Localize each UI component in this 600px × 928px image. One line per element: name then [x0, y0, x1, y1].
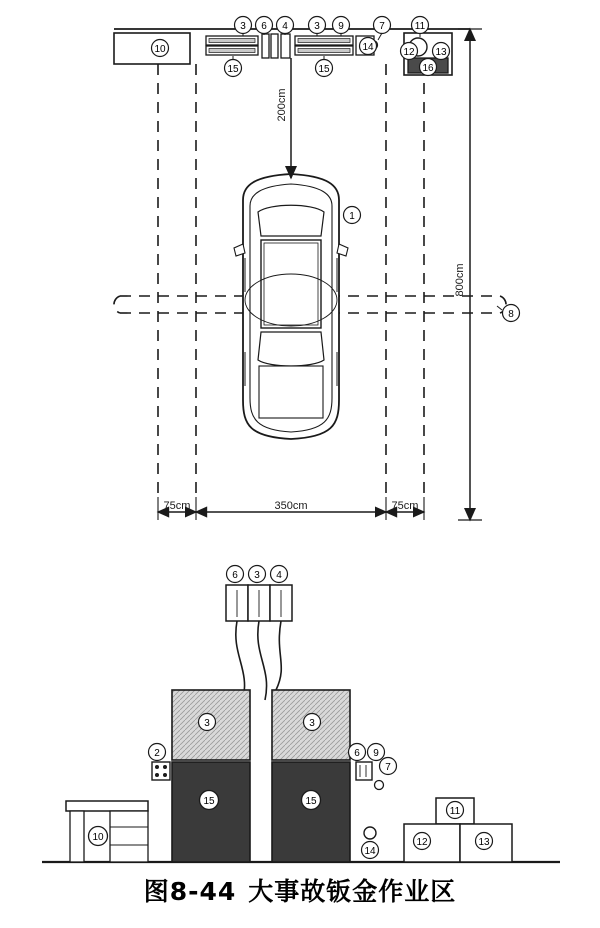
callout-7-label: 7 — [379, 21, 385, 32]
elev-callout-2 — [149, 744, 166, 761]
elev-callout-14-label: 14 — [364, 846, 376, 857]
plan-car-top-view — [234, 174, 348, 439]
dim-800cm-label: 800cm — [454, 263, 466, 297]
callout-6-label: 6 — [261, 21, 267, 32]
plan-dim-800cm — [454, 29, 482, 520]
figure-number: 图8-44 — [143, 877, 237, 906]
callout-16 — [420, 59, 437, 76]
callout-8-label: 8 — [508, 309, 514, 320]
elev-callout-15right-label: 15 — [305, 796, 317, 807]
callout-3a-label: 3 — [240, 21, 246, 32]
elevation-view-group — [42, 566, 560, 863]
callout-9-label: 9 — [338, 21, 344, 32]
plan-view-group — [114, 17, 520, 521]
callout-3b — [309, 17, 326, 37]
elev-callout-6 — [227, 566, 244, 583]
elev-callout-7 — [380, 758, 397, 775]
callout-13 — [433, 43, 450, 60]
callout-11-label: 11 — [414, 21, 426, 32]
elev-callout-15left-label: 15 — [203, 796, 215, 807]
elev-callout-2-label: 2 — [154, 748, 160, 759]
elev-callout-11 — [447, 802, 464, 819]
elev-callout-6b-label: 6 — [354, 748, 360, 759]
elev-callout-3top-label: 3 — [254, 570, 260, 581]
elev-callout-12 — [414, 833, 431, 850]
dim-350-label: 350cm — [274, 500, 308, 512]
elev-callout-4 — [271, 566, 288, 583]
callout-9 — [333, 17, 350, 37]
callout-15b — [316, 56, 333, 77]
elev-callout-7-label: 7 — [385, 762, 391, 773]
elev-callout-3top — [249, 566, 266, 583]
callout-7 — [374, 17, 391, 41]
elev-callout-3left-label: 3 — [204, 718, 210, 729]
elev-callout-13 — [476, 833, 493, 850]
callout-12-label: 12 — [403, 47, 415, 58]
elev-callout-9-label: 9 — [373, 748, 379, 759]
elev-callout-3right-label: 3 — [309, 718, 315, 729]
elev-callout-11-label: 11 — [449, 806, 461, 817]
callout-10 — [152, 40, 169, 57]
elev-callout-6b — [349, 744, 366, 761]
callout-10-label: 10 — [154, 44, 166, 55]
callout-12 — [401, 43, 418, 60]
elev-callout-12-label: 12 — [416, 837, 428, 848]
plan-equipment-row — [206, 34, 378, 58]
callout-13-label: 13 — [435, 47, 447, 58]
elev-callout-15right — [302, 791, 321, 810]
callout-4 — [277, 17, 294, 36]
figure-title: 大事故钣金作业区 — [248, 877, 457, 906]
elev-callout-10-label: 10 — [92, 832, 104, 843]
elev-reel-units — [226, 585, 292, 700]
dim-75-right-label: 75cm — [391, 500, 419, 512]
callout-14-label: 14 — [362, 42, 374, 53]
callout-15a-label: 15 — [227, 64, 239, 75]
elev-callout-14 — [362, 842, 379, 859]
callout-15a — [225, 56, 242, 77]
callout-4-label: 4 — [282, 21, 288, 32]
callout-1-label: 1 — [349, 211, 355, 222]
callout-3a — [235, 17, 252, 37]
callout-1 — [344, 207, 361, 224]
elev-round-item-14 — [364, 827, 376, 839]
figure-caption — [0, 872, 600, 908]
elev-callout-13-label: 13 — [478, 837, 490, 848]
elev-callout-15left — [200, 791, 219, 810]
callout-6 — [256, 17, 273, 36]
elev-callout-9 — [368, 744, 385, 761]
dim-200cm-label: 200cm — [276, 88, 288, 122]
elev-callout-3right — [304, 714, 321, 731]
callout-16-label: 16 — [422, 63, 434, 74]
elev-callout-3left — [199, 714, 216, 731]
callout-3b-label: 3 — [314, 21, 320, 32]
elev-wall-box-2 — [152, 762, 170, 780]
elev-callout-4-label: 4 — [276, 570, 282, 581]
elev-callout-6-label: 6 — [232, 570, 238, 581]
callout-15b-label: 15 — [318, 64, 330, 75]
dim-75-left-label: 75cm — [163, 500, 191, 512]
callout-14 — [360, 38, 377, 55]
elev-callout-10 — [89, 827, 108, 846]
plan-dim-200cm — [276, 58, 291, 178]
